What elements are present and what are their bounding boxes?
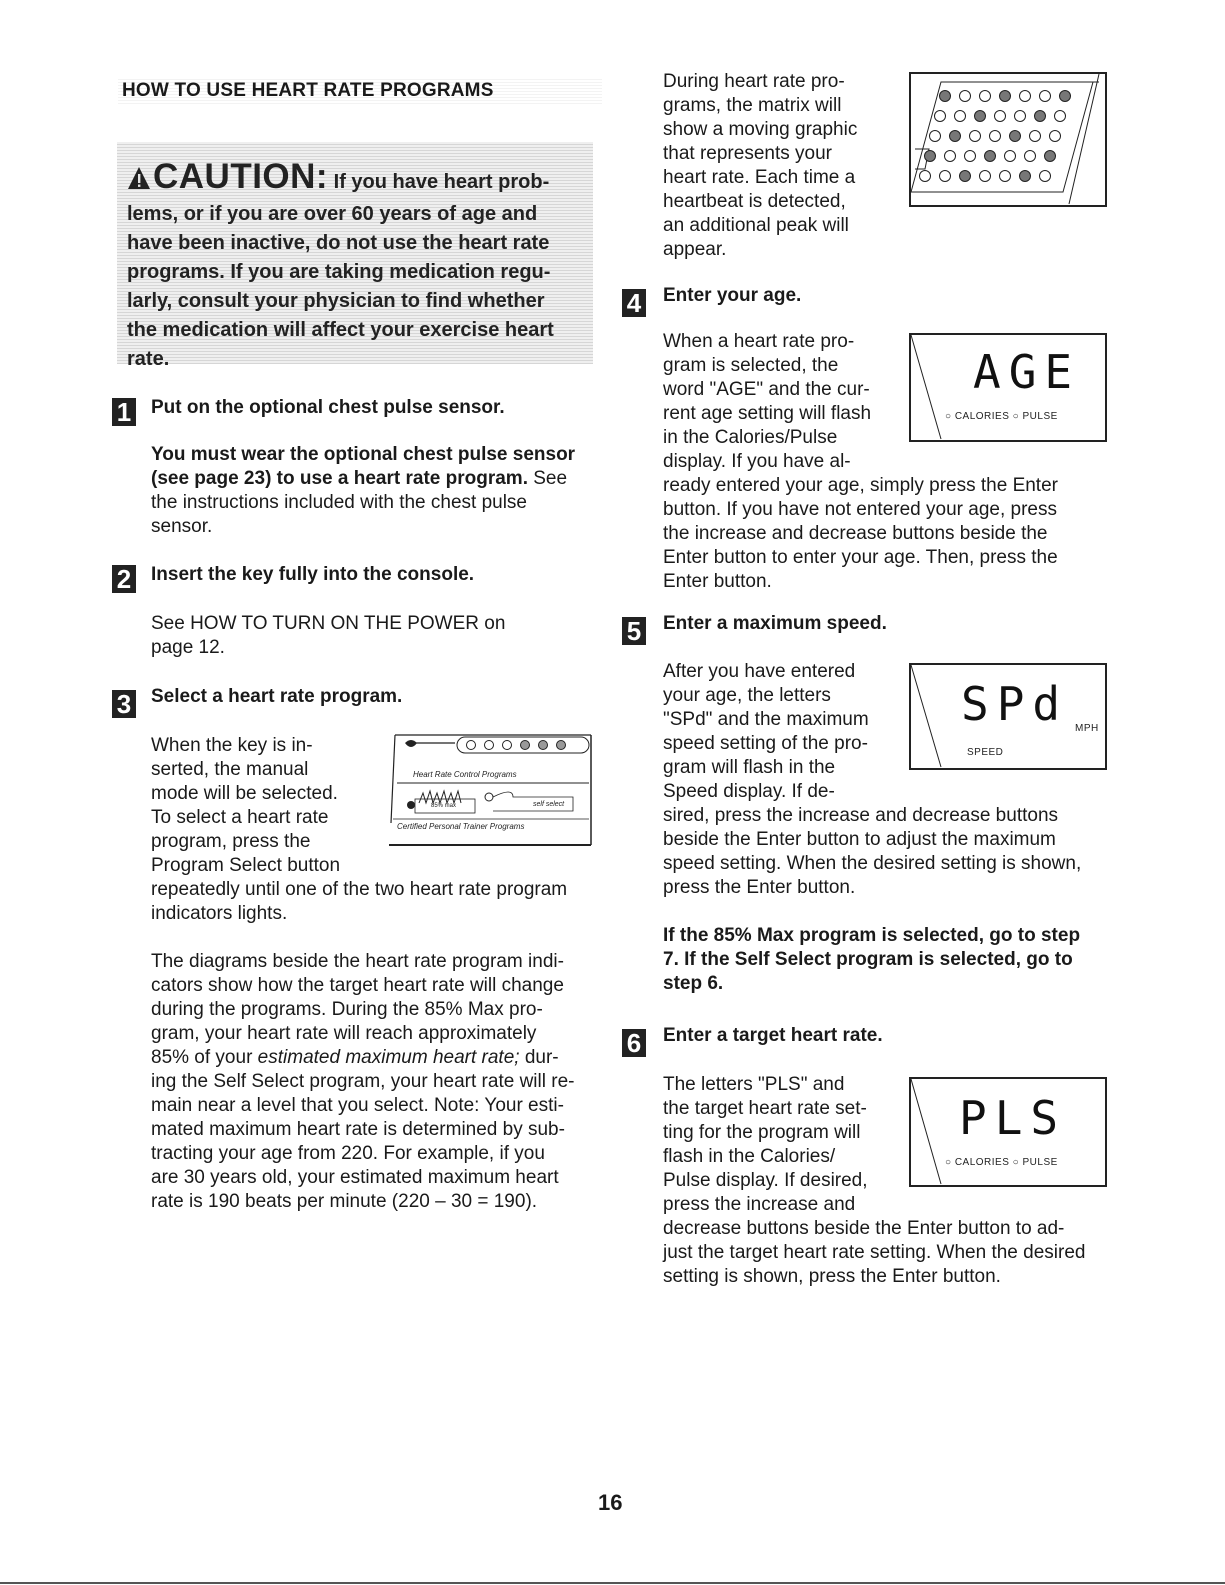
panel-label-self: self select <box>533 801 565 808</box>
step-5-note-line: step 6. <box>663 973 724 994</box>
matrix-dot <box>960 91 971 102</box>
step-4-title: Enter your age. <box>663 285 802 306</box>
matrix-dot <box>1060 91 1071 102</box>
step-5-line: Speed display. If de- <box>663 781 835 802</box>
matrix-dot <box>955 111 966 122</box>
matrix-dot <box>975 111 986 122</box>
step-2-line: page 12. <box>151 637 225 658</box>
step-5-line: beside the Enter button to adjust the maximum <box>663 829 1056 850</box>
matrix-dot <box>950 131 961 142</box>
matrix-dot <box>1055 111 1066 122</box>
matrix-dot <box>920 171 931 182</box>
step-4-line: ready entered your age, simply press the Enter <box>663 475 1058 496</box>
lcd-label-calories-pulse: ○ CALORIES ○ PULSE <box>945 1157 1058 1168</box>
step-1-inline: See <box>527 468 568 489</box>
step-3-para2-pre: 85% of your <box>151 1047 258 1068</box>
matrix-dot <box>940 91 951 102</box>
matrix-dot <box>1035 111 1046 122</box>
step-3-para2-line: rate is 190 beats per minute (220 – 30 = 190). <box>151 1191 538 1212</box>
intro-line: grams, the matrix will <box>663 95 842 116</box>
step-1-line: the instructions included with the chest pulse <box>151 492 527 513</box>
step-3-para2-post: dur- <box>519 1047 559 1068</box>
matrix-figure <box>909 72 1107 207</box>
step-3-badge: 3 <box>112 690 136 718</box>
caution-line: the medication will affect your exercise heart <box>127 319 554 341</box>
step-3-para2-line: are 30 years old, your estimated maximum heart <box>151 1167 559 1188</box>
matrix-dot <box>1000 171 1011 182</box>
step-2-line: See HOW TO TURN ON THE POWER on <box>151 613 506 634</box>
matrix-dot <box>1005 151 1016 162</box>
matrix-dot <box>940 171 951 182</box>
step-3-title: Select a heart rate program. <box>151 686 403 707</box>
matrix-dot <box>945 151 956 162</box>
matrix-dot <box>1045 151 1056 162</box>
caution-line: lems, or if you are over 60 years of age and <box>127 203 538 225</box>
step-3-line: serted, the manual <box>151 759 309 780</box>
step-1-body <box>151 443 611 539</box>
step-3-para2-line: mated maximum heart rate is determined by sub- <box>151 1119 565 1140</box>
step-5-note-line: If the 85% Max program is selected, go to step <box>663 925 1081 946</box>
matrix-dot <box>970 131 981 142</box>
step-4-line: Enter button to enter your age. Then, press the <box>663 547 1058 568</box>
matrix-dot <box>980 171 991 182</box>
step-4-line: word "AGE" and the cur- <box>663 379 870 400</box>
step-6-line: Pulse display. If desired, <box>663 1170 868 1191</box>
lcd-label-calories: ○ CALORIES ○ PULSE <box>945 411 1058 422</box>
step-5-line: your age, the letters <box>663 685 831 706</box>
matrix-dot <box>1015 111 1026 122</box>
step-4-line: display. If you have al- <box>663 451 851 472</box>
step-3-line: When the key is in- <box>151 735 313 756</box>
step-1-title: Put on the optional chest pulse sensor. <box>151 397 505 418</box>
step-6-line: decrease buttons beside the Enter button to ad- <box>663 1218 1065 1239</box>
intro-line: heartbeat is detected, <box>663 191 846 212</box>
step-3-para2-line: ing the Self Select program, your heart rate will re- <box>151 1071 575 1092</box>
step-1-badge: 1 <box>112 398 136 426</box>
step-4-badge: 4 <box>622 289 646 317</box>
pulse-display-figure <box>909 1077 1107 1187</box>
step-3-para2-line: during the programs. During the 85% Max pro- <box>151 999 543 1020</box>
matrix-dot <box>985 151 996 162</box>
step-6-line: The letters "PLS" and <box>663 1074 845 1095</box>
intro-body <box>663 70 903 262</box>
intro-line: heart rate. Each time a <box>663 167 856 188</box>
lcd-label-speed: SPEED <box>967 747 1004 758</box>
panel-label-85: 85% max <box>431 803 457 809</box>
lcd-label-mph: MPH <box>1075 723 1099 734</box>
caution-word: CAUTION: <box>153 157 329 196</box>
matrix-dot <box>1050 131 1061 142</box>
matrix-dot <box>1025 151 1036 162</box>
panel-label-trainer: Certified Personal Trainer Programs <box>397 822 525 831</box>
caution-text-block <box>127 157 585 374</box>
matrix-dot <box>980 91 991 102</box>
step-5-title: Enter a maximum speed. <box>663 613 887 634</box>
page-number: 16 <box>598 1490 623 1515</box>
intro-line: that represents your <box>663 143 832 164</box>
lcd-age-glyphs: AGE <box>973 345 1081 399</box>
matrix-drawing <box>911 74 1105 205</box>
step-5-line: gram will flash in the <box>663 757 836 778</box>
step-5-line: speed setting. When the desired setting is shown, <box>663 853 1082 874</box>
step-4-line: rent age setting will flash <box>663 403 872 424</box>
step-3-line: program, press the <box>151 831 311 852</box>
matrix-dot <box>1030 131 1041 142</box>
step-3-line: repeatedly until one of the two heart rate program <box>151 879 568 900</box>
step-6-line: ting for the program will <box>663 1122 861 1143</box>
intro-line: appear. <box>663 239 727 260</box>
step-2-badge: 2 <box>112 565 136 593</box>
step-4-line: the increase and decrease buttons beside the <box>663 523 1048 544</box>
step-5-line: sired, press the increase and decrease buttons <box>663 805 1059 826</box>
step-5-line: speed setting of the pro- <box>663 733 868 754</box>
step-3-para2-italic: estimated maximum heart rate; <box>257 1047 520 1068</box>
matrix-dot <box>1000 91 1011 102</box>
step-4-line: in the Calories/Pulse <box>663 427 838 448</box>
warning-triangle-icon <box>127 165 151 200</box>
step-3-para2-line: cators show how the target heart rate will change <box>151 975 564 996</box>
caution-line: If you have heart prob- <box>333 171 550 193</box>
matrix-dot <box>1040 171 1051 182</box>
caution-box <box>117 142 593 370</box>
matrix-dot <box>1020 171 1031 182</box>
step-6-line: press the increase and <box>663 1194 856 1215</box>
intro-line: an additional peak will <box>663 215 849 236</box>
matrix-dot <box>990 131 1001 142</box>
panel-label-hr: Heart Rate Control Programs <box>413 770 517 779</box>
matrix-dot <box>960 171 971 182</box>
step-1-bold-line: You must wear the optional chest pulse sensor <box>151 444 576 465</box>
intro-line: During heart rate pro- <box>663 71 845 92</box>
step-3-line: indicators lights. <box>151 903 288 924</box>
step-3-para2-line: gram, your heart rate will reach approximately <box>151 1023 537 1044</box>
step-3-line: mode will be selected. <box>151 783 338 804</box>
step-3-para2-line: The diagrams beside the heart rate program indi- <box>151 951 564 972</box>
caution-line: have been inactive, do not use the heart rate <box>127 232 550 254</box>
step-1-bold-line: (see page 23) to use a heart rate program. <box>151 468 528 489</box>
step-5-line: "SPd" and the maximum <box>663 709 869 730</box>
matrix-dot <box>930 131 941 142</box>
step-5-line: After you have entered <box>663 661 856 682</box>
step-5-note-line: 7. If the Self Select program is selected, go to <box>663 949 1073 970</box>
program-panel-figure <box>385 733 593 848</box>
step-6-line: just the target heart rate setting. When the desired <box>663 1242 1086 1263</box>
step-3-para2-line: main near a level that you select. Note: Your esti- <box>151 1095 564 1116</box>
page-bottom-rule <box>0 1582 1225 1584</box>
caution-line: programs. If you are taking medication regu- <box>127 261 551 283</box>
matrix-dot <box>1040 91 1051 102</box>
step-6-line: setting is shown, press the Enter button. <box>663 1266 1001 1287</box>
step-2-title: Insert the key fully into the console. <box>151 564 475 585</box>
step-4-line: Enter button. <box>663 571 772 592</box>
step-5-line: press the Enter button. <box>663 877 856 898</box>
caution-line: larly, consult your physician to find whether <box>127 290 545 312</box>
step-3-para2-line: tracting your age from 220. For example, if you <box>151 1143 545 1164</box>
intro-line: show a moving graphic <box>663 119 858 140</box>
matrix-dot <box>965 151 976 162</box>
step-5-badge: 5 <box>622 617 646 645</box>
matrix-dot <box>1020 91 1031 102</box>
step-6-line: the target heart rate set- <box>663 1098 867 1119</box>
step-4-line: button. If you have not entered your age, press <box>663 499 1057 520</box>
step-6-badge: 6 <box>622 1029 646 1057</box>
step-2-body <box>151 612 591 660</box>
lcd-pulse-glyphs: PLS <box>959 1091 1067 1145</box>
step-4-line: gram is selected, the <box>663 355 839 376</box>
step-3-line: Program Select button <box>151 855 341 876</box>
step-4-line: When a heart rate pro- <box>663 331 855 352</box>
matrix-dot <box>925 151 936 162</box>
matrix-dot <box>935 111 946 122</box>
age-display-figure <box>909 333 1107 442</box>
caution-line: rate. <box>127 348 170 370</box>
step-6-line: flash in the Calories/ <box>663 1146 836 1167</box>
matrix-dot <box>995 111 1006 122</box>
step-1-line: sensor. <box>151 516 213 537</box>
section-heading: HOW TO USE HEART RATE PROGRAMS <box>118 78 602 104</box>
speed-display-figure <box>909 663 1107 770</box>
step-3-line: To select a heart rate <box>151 807 329 828</box>
step-6-title: Enter a target heart rate. <box>663 1025 883 1046</box>
matrix-dot <box>1010 131 1021 142</box>
lcd-speed-glyphs: SPd <box>961 677 1069 731</box>
